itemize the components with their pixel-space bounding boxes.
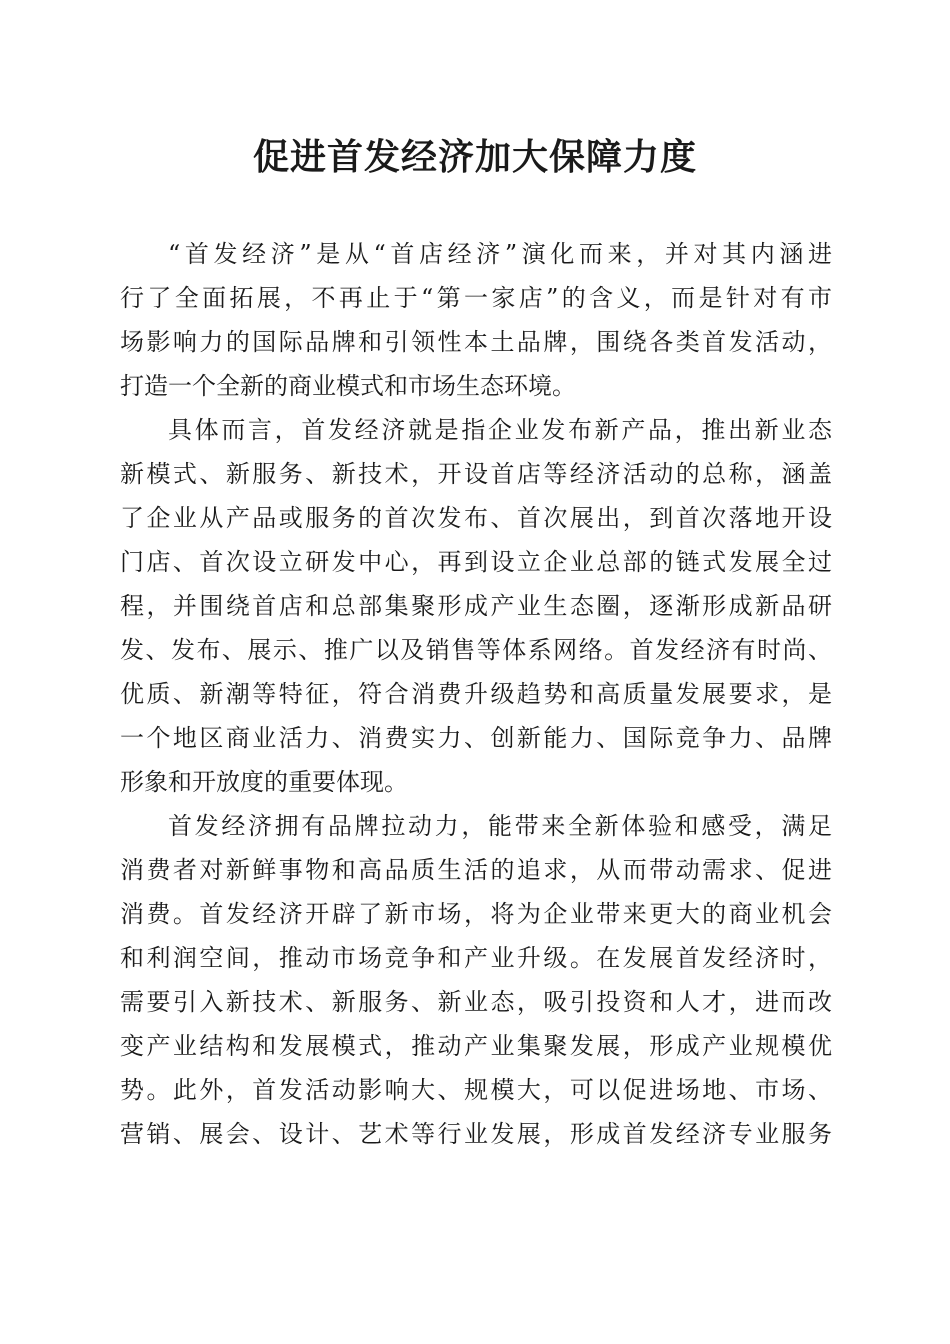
text-line: 程，并围绕首店和总部集聚形成产业生态圈，逐渐形成新品研	[120, 592, 832, 620]
text-line: 新模式、新服务、新技术，开设首店等经济活动的总称，涵盖	[120, 460, 832, 488]
text-line: 形象和开放度的重要体现。	[120, 768, 408, 796]
paragraph-3	[120, 804, 832, 1156]
text-line: 打造一个全新的商业模式和市场生态环境。	[120, 372, 576, 400]
text-line: 和利润空间，推动市场竞争和产业升级。在发展首发经济时，	[120, 944, 832, 972]
text-line: 势。此外，首发活动影响大、规模大，可以促进场地、市场、	[120, 1076, 832, 1104]
document-title: 促进首发经济加大保障力度	[252, 137, 697, 178]
paragraph-2	[120, 408, 832, 804]
text-line: 行了全面拓展，不再止于“第一家店”的含义，而是针对有市	[120, 284, 832, 312]
text-line: 门店、首次设立研发中心，再到设立企业总部的链式发展全过	[120, 548, 832, 576]
text-line: 首发经济拥有品牌拉动力，能带来全新体验和感受，满足	[168, 812, 832, 840]
text-line: 一个地区商业活力、消费实力、创新能力、国际竞争力、品牌	[120, 724, 832, 752]
text-line: 场影响力的国际品牌和引领性本土品牌，围绕各类首发活动，	[120, 328, 832, 356]
text-line: 需要引入新技术、新服务、新业态，吸引投资和人才，进而改	[120, 988, 832, 1016]
text-line: 发、发布、展示、推广以及销售等体系网络。首发经济有时尚、	[120, 636, 832, 664]
text-line: 营销、展会、设计、艺术等行业发展，形成首发经济专业服务	[120, 1120, 832, 1148]
text-line: 变产业结构和发展模式，推动产业集聚发展，形成产业规模优	[120, 1032, 832, 1060]
text-line: “首发经济”是从“首店经济”演化而来，并对其内涵进	[168, 240, 832, 268]
text-line: 具体而言，首发经济就是指企业发布新产品，推出新业态	[168, 416, 832, 444]
text-line: 消费。首发经济开辟了新市场，将为企业带来更大的商业机会	[120, 900, 832, 928]
document-body	[120, 232, 832, 1156]
text-line: 了企业从产品或服务的首次发布、首次展出，到首次落地开设	[120, 504, 832, 532]
text-line: 优质、新潮等特征，符合消费升级趋势和高质量发展要求，是	[120, 680, 832, 708]
text-line: 消费者对新鲜事物和高品质生活的追求，从而带动需求、促进	[120, 856, 832, 884]
paragraph-1	[120, 232, 832, 408]
